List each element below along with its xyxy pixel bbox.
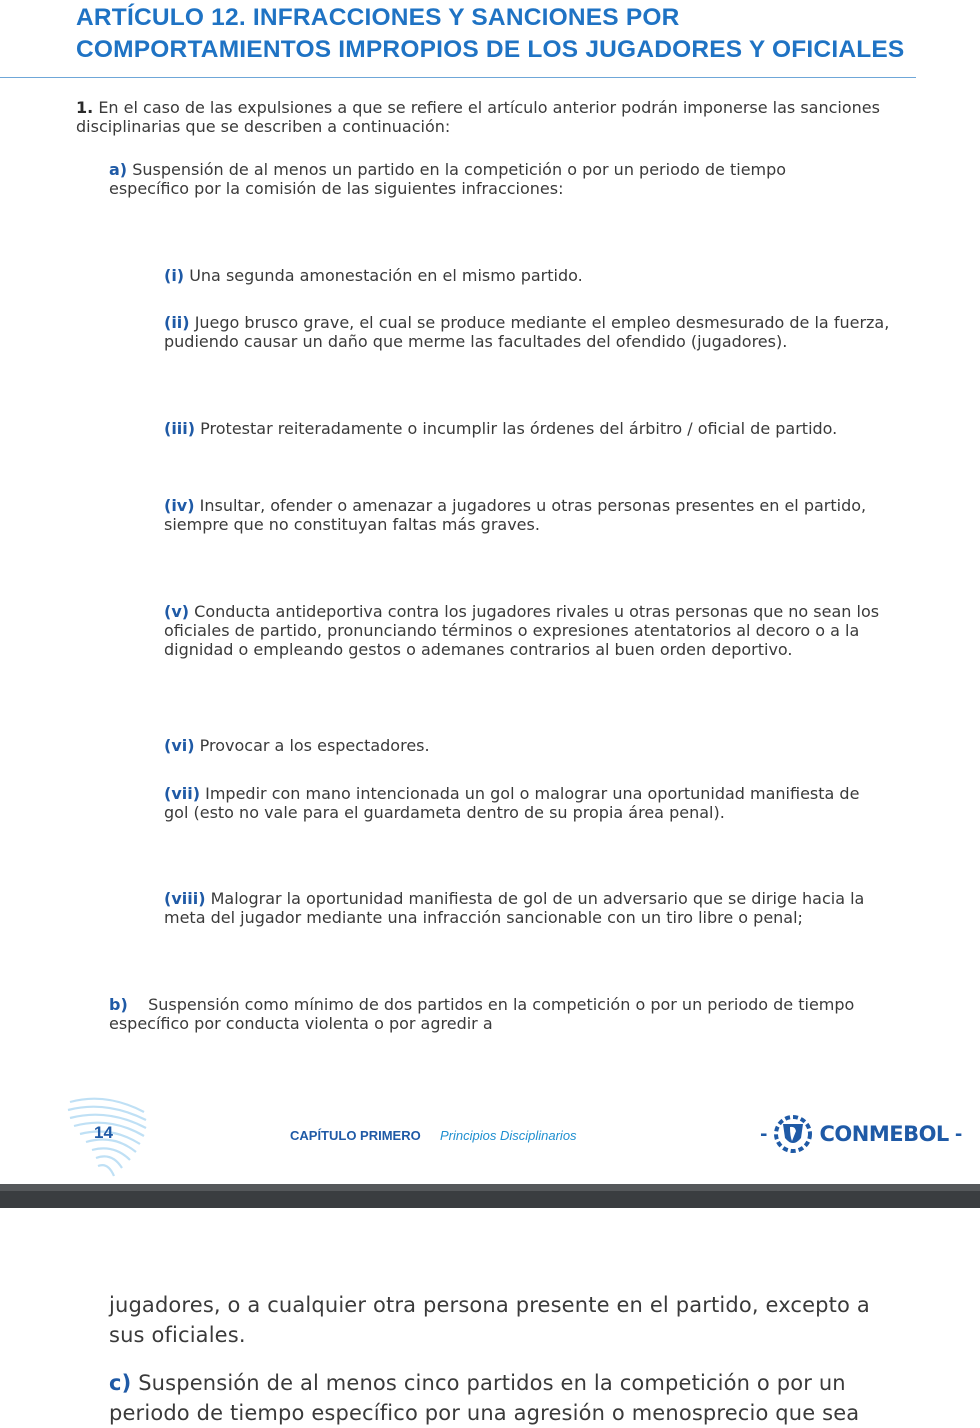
subitem-text: Juego brusco grave, el cual se produce mediante el empleo desmesurado de la fuerza, pudiendo causar un daño que merme las facultades del ofendido (jugadores). [164,313,890,351]
continuation-text: jugadores, o a cualquier otra persona presente en el partido, excepto a sus oficiales. [109,1293,870,1347]
subitem-vi [164,736,904,755]
subitem-label: (iii) [164,419,196,438]
page-number: 14 [94,1123,113,1142]
item-label: c) [109,1371,132,1395]
subitem-label: (iv) [164,496,195,515]
subitem-ii [164,313,909,351]
item-c [109,1369,879,1428]
paragraph-text: En el caso de las expulsiones a que se refiere el artículo anterior podrán imponerse las sanciones disciplinarias que se describen a continuación: [76,98,880,136]
article-title: ARTÍCULO 12. INFRACCIONES Y SANCIONES POR COMPORTAMIENTOS IMPROPIOS DE LOS JUGADORES Y OFICIALES [76,4,905,63]
subitem-iii [164,419,904,438]
page-separator [0,1184,980,1208]
logo-dash: - [954,1123,963,1145]
subitem-i [164,266,904,285]
subitem-label: (i) [164,266,185,285]
subitem-text: Malograr la oportunidad manifiesta de gol de un adversario que se dirige hacia la meta del jugador mediante una infracción sancionable con un tiro libre o penal; [164,889,865,927]
subitem-iv [164,496,874,534]
subitem-viii [164,889,884,927]
subitem-text: Provocar a los espectadores. [199,736,430,755]
item-label: a) [109,160,128,179]
paragraph-label: 1. [76,98,94,117]
conmebol-logo [760,1112,962,1156]
subitem-label: (vi) [164,736,195,755]
subitem-text: Insultar, ofender o amenazar a jugadores u otras personas presentes en el partido, siempre que no constituyan faltas más graves. [164,496,867,534]
subitem-label: (v) [164,602,190,621]
subitem-text: Conducta antideportiva contra los jugadores rivales u otras personas que no sean los oficiales de partido, pronunciando términos o expresiones atentatorios al decoro o a la dignidad o empleando gestos o ademanes contrarios al buen orden deportivo. [164,602,880,659]
subitem-text: Una segunda amonestación en el mismo partido. [189,266,583,285]
subitem-label: (viii) [164,889,206,908]
item-text: Suspensión de al menos un partido en la competición o por un periodo de tiempo específico por la comisión de las siguientes infracciones: [109,160,787,198]
logo-text: CONMEBOL [819,1122,949,1146]
conmebol-emblem-icon [773,1114,813,1154]
title-divider [0,77,916,78]
subitem-v [164,602,914,659]
chapter-label: CAPÍTULO PRIMERO [290,1128,421,1143]
subitem-label: (ii) [164,313,190,332]
item-text: Suspensión de al menos cinco partidos en la competición o por un periodo de tiempo específico por una agresión o menosprecio que sea [109,1371,860,1425]
item-label: b) [109,995,128,1014]
paragraph-1 [76,98,896,136]
subitem-text: Impedir con mano intencionada un gol o malograr una oportunidad manifiesta de gol (esto no vale para el guardameta dentro de su propia área penal). [164,784,860,822]
subitem-text: Protestar reiteradamente o incumplir las órdenes del árbitro / oficial de partido. [200,419,838,438]
item-a [109,160,839,198]
subitem-label: (vii) [164,784,201,803]
item-text: Suspensión como mínimo de dos partidos en la competición o por un periodo de tiempo específico por conducta violenta o por agredir a [109,995,855,1033]
document-page-2 [0,1208,980,1425]
logo-dash: - [760,1123,768,1145]
item-b [109,995,899,1033]
subitem-vii [164,784,874,822]
section-label: Principios Disciplinarios [440,1128,577,1143]
